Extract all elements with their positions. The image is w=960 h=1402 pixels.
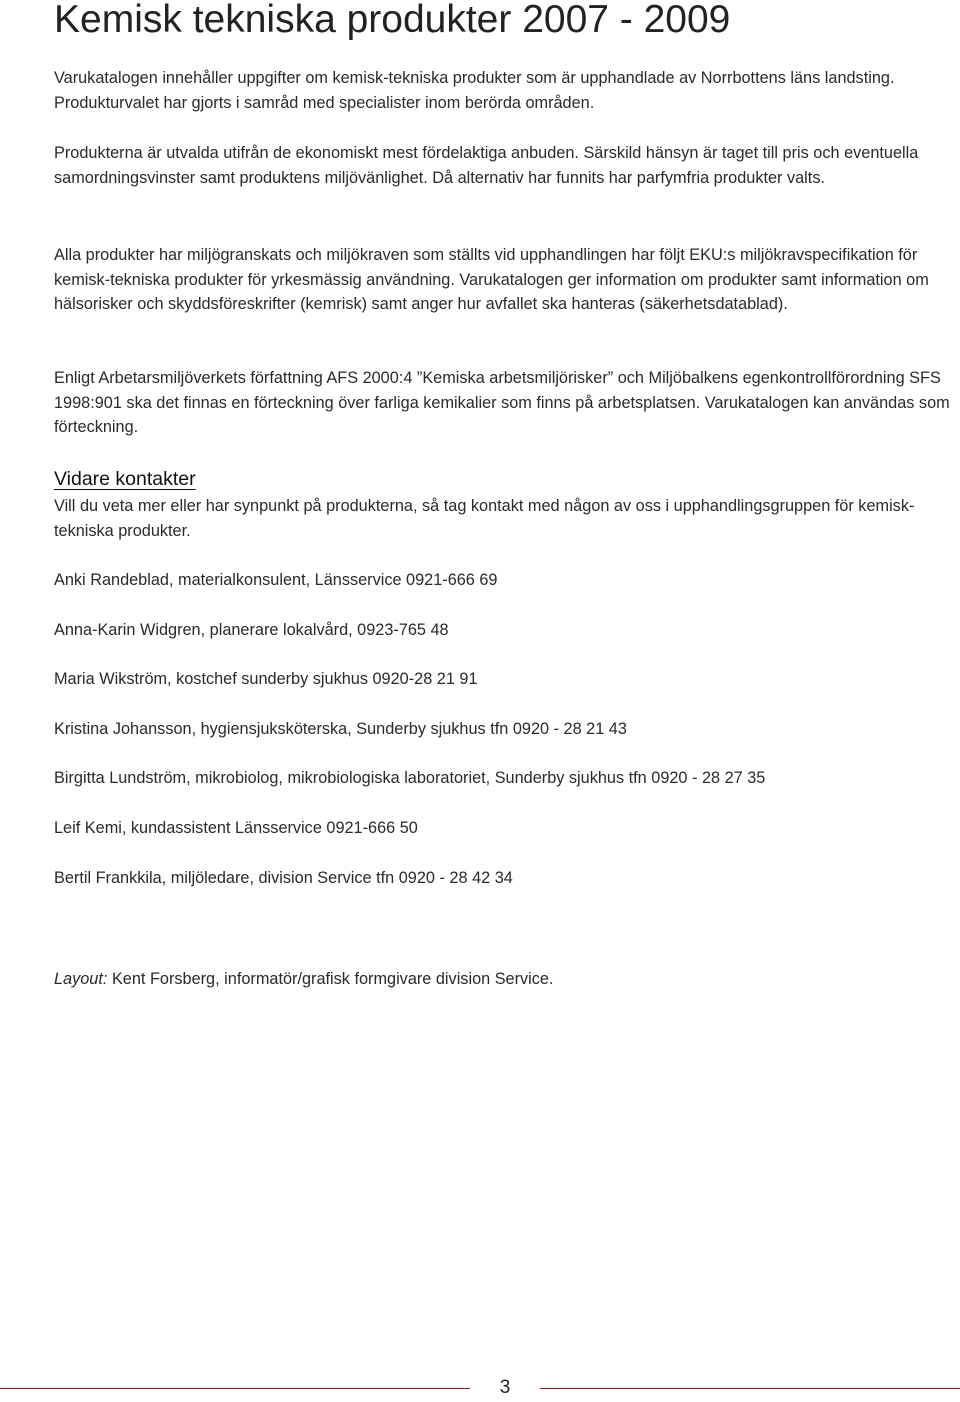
- layout-credit: [54, 967, 554, 991]
- contact-entry: Bertil Frankkila, miljöledare, division Service tfn 0920 - 28 42 34: [54, 869, 513, 887]
- contacts-heading: Vidare kontakter: [54, 468, 196, 490]
- layout-credit-label: Layout:: [54, 970, 108, 988]
- intro-paragraph: Varukatalogen innehåller uppgifter om kemisk-tekniska produkter som är upphandlade av Norrbottens läns landsting. Produkturvalet har gjorts i samråd med specialister inom berörda områden.: [54, 69, 895, 112]
- contact-entry: Birgitta Lundström, mikrobiolog, mikrobiologiska laboratoriet, Sunderby sjukhus tfn 0920 - 28 27 35: [54, 769, 766, 787]
- page-number: 3: [499, 1377, 511, 1398]
- environment-paragraph: Alla produkter har miljögranskats och miljökraven som ställts vid upphandlingen har följt EKU:s miljökravspecifikation för kemisk-tekniska produkter för yrkesmässig användning. Varukatalogen ger information om produkter samt information om hälsorisker och skyddsföreskrifter (kemrisk) samt anger hur avfallet ska hanteras (säkerhetsdatablad).: [54, 246, 929, 313]
- layout-credit-text: Kent Forsberg, informatör/grafisk formgivare division Service.: [107, 970, 554, 988]
- page-title: Kemisk tekniska produkter 2007 - 2009: [54, 0, 731, 41]
- contact-entry: Anna-Karin Widgren, planerare lokalvård, 0923-765 48: [54, 621, 449, 639]
- regulation-paragraph: Enligt Arbetarsmiljöverkets författning AFS 2000:4 ”Kemiska arbetsmiljörisker” och Miljöbalkens egenkontrollförordning SFS 1998:901 ska det finnas en förteckning över farliga kemikalier som finns på arbetsplatsen. Varukatalogen kan användas som förteckning.: [54, 369, 950, 436]
- selection-paragraph: Produkterna är utvalda utifrån de ekonomiskt mest fördelaktiga anbuden. Särskild hänsyn är taget till pris och eventuella samordningsvinster samt produktens miljövänlighet. Då alternativ har funnits har parfymfria produkter valts.: [54, 144, 919, 187]
- contact-entry: Kristina Johansson, hygiensjuksköterska, Sunderby sjukhus tfn 0920 - 28 21 43: [54, 720, 627, 738]
- footer-rule-right: [540, 1388, 960, 1389]
- footer-rule-left: [0, 1388, 470, 1389]
- contact-entry: Maria Wikström, kostchef sunderby sjukhus 0920-28 21 91: [54, 670, 478, 688]
- contact-entry: Leif Kemi, kundassistent Länsservice 0921-666 50: [54, 819, 418, 837]
- contact-entry: Anki Randeblad, materialkonsulent, Länsservice 0921-666 69: [54, 571, 498, 589]
- contacts-intro: Vill du veta mer eller har synpunkt på produkterna, så tag kontakt med någon av oss i upphandlingsgruppen för kemisk-tekniska produkter.: [54, 497, 915, 540]
